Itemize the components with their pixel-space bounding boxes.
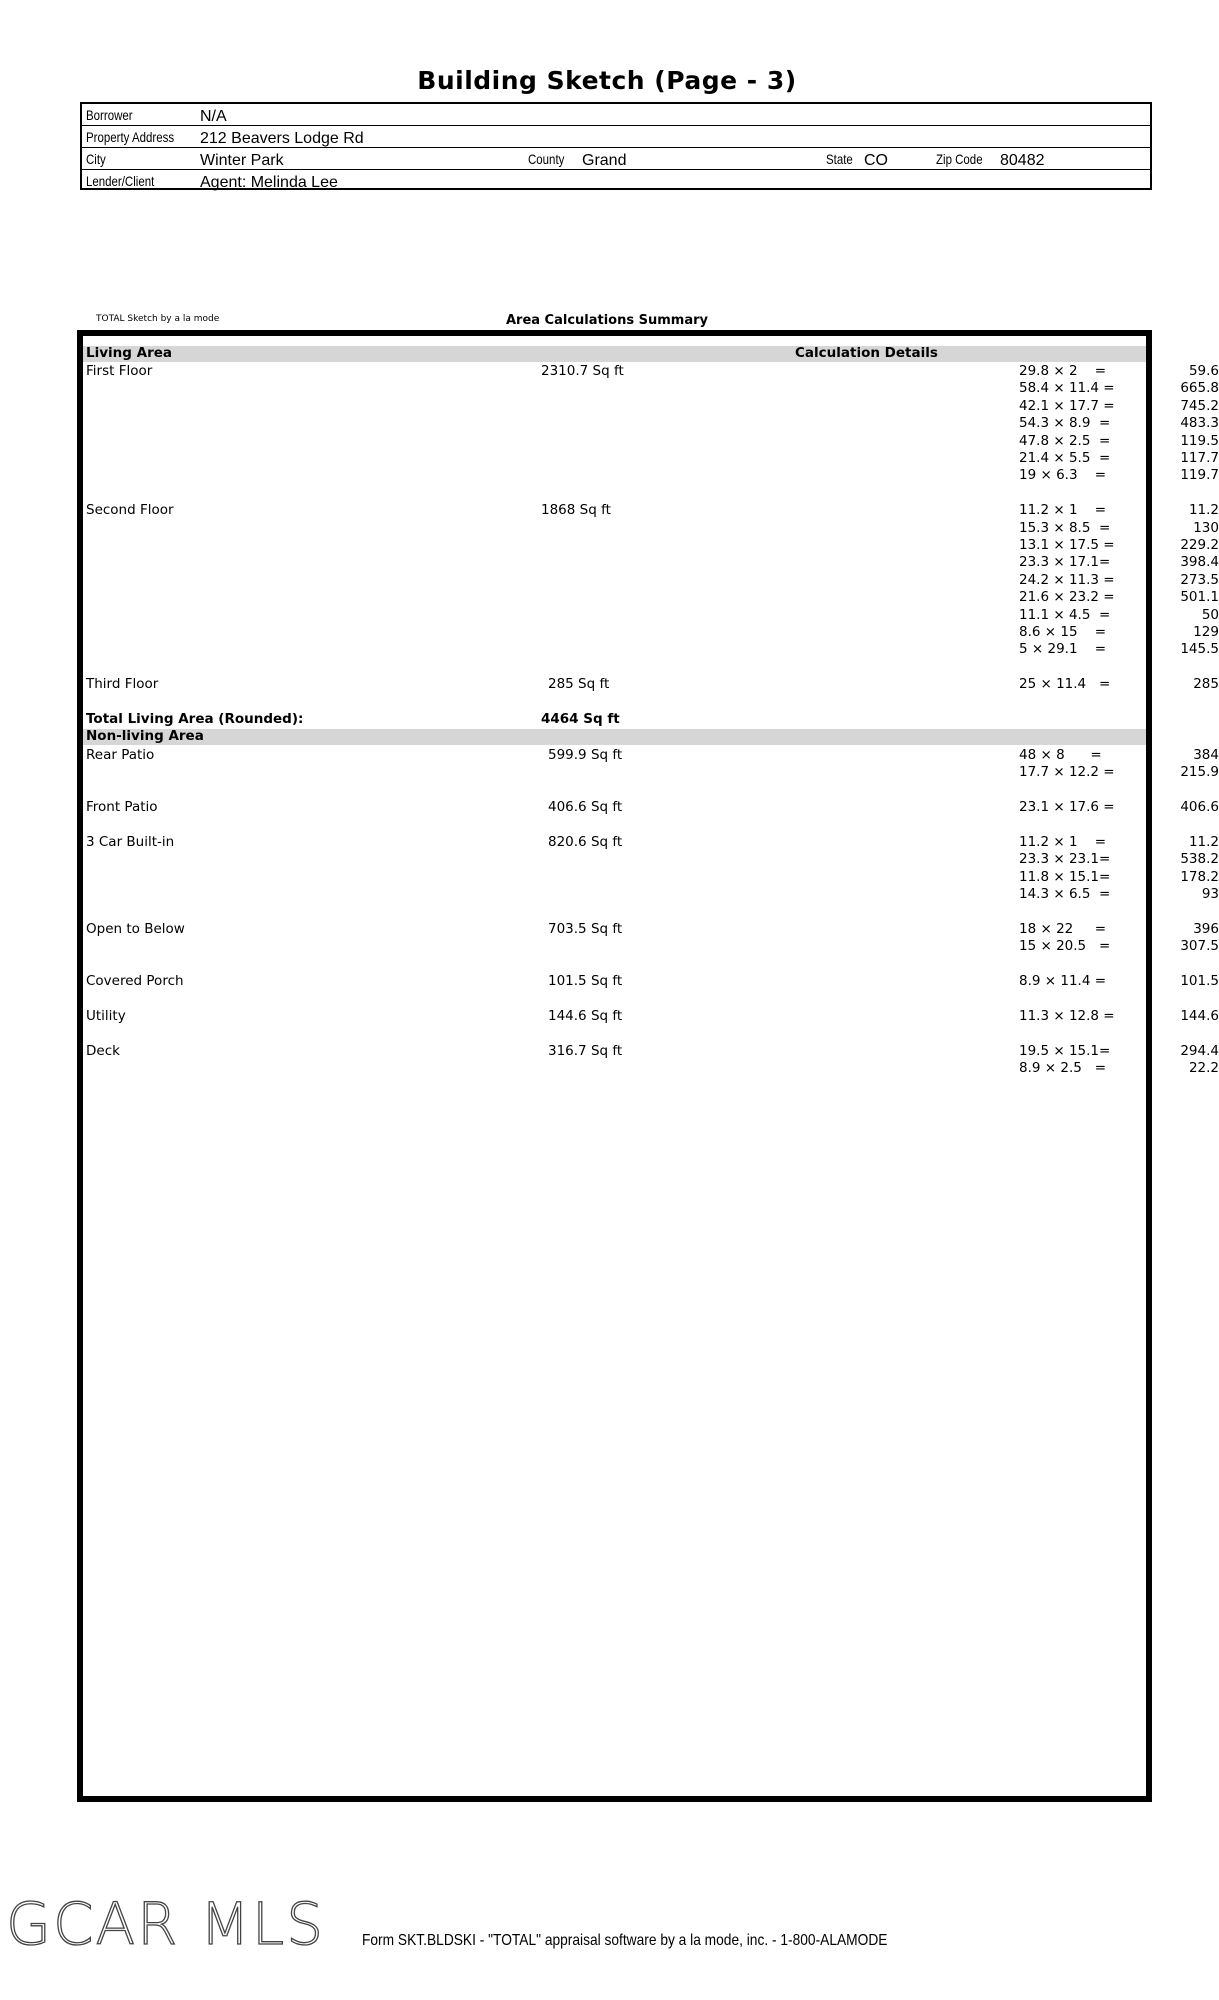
gcar-mls-logo: GCAR MLS — [6, 1890, 326, 1958]
calc-result: 398.4 — [1180, 554, 1219, 571]
calc-details — [1019, 1008, 1219, 1025]
calc-details — [1019, 502, 1219, 659]
calc-line — [1019, 747, 1219, 764]
area-value: 144.6 Sq ft — [548, 1007, 623, 1024]
calc-result: 294.4 — [1180, 1042, 1219, 1059]
calc-line — [1019, 834, 1219, 851]
calc-line — [1019, 938, 1219, 955]
city-row — [82, 148, 1150, 170]
area-value: 820.6 Sq ft — [548, 833, 623, 850]
area-name: Front Patio — [86, 799, 158, 815]
form-footer: Form SKT.BLDSKI - "TOTAL" appraisal software by a la mode, inc. - 1-800-ALAMODE — [362, 1932, 888, 1949]
calc-line — [1019, 433, 1219, 450]
address-row — [82, 126, 1150, 148]
calc-result: 50 — [1201, 606, 1219, 623]
area-value: 101.5 Sq ft — [548, 973, 623, 989]
calc-line — [1019, 973, 1219, 990]
lender-value: Agent: Melinda Lee — [200, 174, 338, 191]
calc-line — [1019, 1060, 1219, 1077]
area-name: Utility — [86, 1007, 126, 1024]
calc-line — [1019, 1008, 1219, 1025]
calc-line — [1019, 450, 1219, 467]
calc-expression: 8.9 × 2.5 = — [1019, 1059, 1107, 1076]
borrower-value: N/A — [200, 108, 227, 125]
calc-line — [1019, 398, 1219, 415]
calc-expression: 42.1 × 17.7 = — [1019, 397, 1115, 414]
calc-line — [1019, 467, 1219, 484]
section-band — [83, 729, 1146, 745]
area-name: Third Floor — [86, 676, 159, 693]
calc-result: 11.2 — [1188, 502, 1219, 519]
nonliving-area-header: Non-living Area — [86, 728, 204, 745]
calc-result: 130 — [1193, 519, 1219, 536]
state-value: CO — [864, 152, 888, 169]
calc-result: 396 — [1193, 920, 1219, 937]
calc-line — [1019, 554, 1219, 571]
calc-expression: 11.8 × 15.1= — [1019, 868, 1111, 885]
calc-result: 538.2 — [1180, 851, 1219, 868]
calc-expression: 15 × 20.5 = — [1019, 938, 1111, 955]
calc-result: 144.6 — [1180, 1007, 1219, 1024]
calc-line — [1019, 380, 1219, 397]
calc-details — [1019, 921, 1219, 956]
calc-line — [1019, 520, 1219, 537]
calc-expression: 47.8 × 2.5 = — [1019, 432, 1111, 449]
calc-expression: 54.3 × 8.9 = — [1019, 415, 1111, 432]
calc-result: 22.2 — [1188, 1059, 1219, 1076]
summary-title: Area Calculations Summary — [505, 313, 709, 328]
state-label: State — [826, 151, 853, 167]
zip-value: 80482 — [1000, 152, 1045, 169]
calc-result: 93 — [1201, 885, 1219, 902]
area-name: 3 Car Built-in — [86, 833, 175, 850]
sketch-credit: TOTAL Sketch by a la mode — [96, 314, 220, 324]
calc-line — [1019, 589, 1219, 606]
calc-line — [1019, 799, 1219, 816]
area-name: Deck — [86, 1042, 120, 1059]
area-value: 2310.7 Sq ft — [541, 363, 624, 379]
property-header-table — [80, 102, 1152, 190]
total-living-value: 4464 Sq ft — [541, 711, 620, 727]
calc-result: 215.9 — [1180, 764, 1219, 781]
area-value: 1868 Sq ft — [541, 502, 611, 519]
calc-result: 307.5 — [1180, 938, 1219, 955]
calc-result: 229.2 — [1180, 536, 1219, 553]
calc-expression: 48 × 8 = — [1019, 746, 1102, 763]
calc-result: 665.8 — [1180, 380, 1219, 397]
living-area-header: Living Area — [86, 345, 173, 361]
calc-details — [1019, 747, 1219, 782]
zip-label: Zip Code — [936, 151, 983, 167]
address-value: 212 Beavers Lodge Rd — [200, 130, 364, 147]
calc-line — [1019, 415, 1219, 432]
area-name: Open to Below — [86, 920, 185, 937]
calc-line — [1019, 572, 1219, 589]
calc-expression: 15.3 × 8.5 = — [1019, 519, 1111, 536]
borrower-label: Borrower — [86, 107, 133, 123]
calc-result: 129 — [1193, 623, 1219, 640]
calc-result: 119.5 — [1180, 432, 1219, 449]
calc-line — [1019, 676, 1219, 693]
city-value: Winter Park — [200, 152, 284, 169]
calc-result: 117.7 — [1180, 449, 1219, 466]
calc-line — [1019, 869, 1219, 886]
calc-expression: 23.3 × 17.1= — [1019, 554, 1111, 571]
calc-expression: 5 × 29.1 = — [1019, 641, 1107, 658]
calc-expression: 24.2 × 11.3 = — [1019, 571, 1115, 588]
calc-expression: 23.1 × 17.6 = — [1019, 799, 1115, 815]
calc-line — [1019, 537, 1219, 554]
borrower-row — [82, 104, 1150, 126]
calc-line — [1019, 851, 1219, 868]
city-label: City — [86, 151, 106, 167]
area-value: 599.9 Sq ft — [548, 746, 623, 763]
calc-result: 285 — [1193, 676, 1219, 693]
lender-row — [82, 170, 1150, 191]
total-living-label: Total Living Area (Rounded): — [86, 711, 304, 727]
calc-details — [1019, 799, 1219, 816]
calc-result: 483.3 — [1180, 415, 1219, 432]
calc-expression: 19 × 6.3 = — [1019, 467, 1107, 484]
calc-details — [1019, 973, 1219, 990]
calc-expression: 18 × 22 = — [1019, 920, 1107, 937]
calc-result: 384 — [1193, 746, 1219, 763]
page-title: Building Sketch (Page - 3) — [417, 66, 797, 95]
area-value: 316.7 Sq ft — [548, 1042, 623, 1059]
calc-line — [1019, 502, 1219, 519]
county-label: County — [528, 151, 565, 167]
calc-expression: 17.7 × 12.2 = — [1019, 764, 1115, 781]
area-name: Covered Porch — [86, 973, 184, 989]
calc-details-header: Calculation Details — [795, 345, 938, 361]
calc-expression: 21.6 × 23.2 = — [1019, 589, 1115, 606]
calc-expression: 11.2 × 1 = — [1019, 833, 1107, 850]
section-band — [83, 346, 1146, 362]
calc-line — [1019, 886, 1219, 903]
area-name: Second Floor — [86, 502, 174, 519]
calc-expression: 11.1 × 4.5 = — [1019, 606, 1111, 623]
calc-line — [1019, 607, 1219, 624]
calc-details — [1019, 1043, 1219, 1078]
calc-result: 501.1 — [1180, 589, 1219, 606]
calc-result: 406.6 — [1180, 799, 1219, 815]
calc-expression: 25 × 11.4 = — [1019, 676, 1111, 693]
area-value: 285 Sq ft — [548, 676, 610, 693]
calc-result: 101.5 — [1180, 973, 1219, 989]
calc-expression: 19.5 × 15.1= — [1019, 1042, 1115, 1059]
calc-line — [1019, 363, 1219, 380]
address-label: Property Address — [86, 129, 175, 145]
calc-expression: 58.4 × 11.4 = — [1019, 380, 1115, 397]
calc-expression: 11.2 × 1 = — [1019, 502, 1107, 519]
calc-details — [1019, 676, 1219, 693]
calc-line — [1019, 921, 1219, 938]
lender-label: Lender/Client — [86, 173, 155, 189]
calc-result: 178.2 — [1180, 868, 1219, 885]
calc-line — [1019, 641, 1219, 658]
calc-result: 273.5 — [1180, 571, 1219, 588]
calc-expression: 11.3 × 12.8 = — [1019, 1007, 1115, 1024]
calc-expression: 8.9 × 11.4 = — [1019, 973, 1107, 989]
area-value: 406.6 Sq ft — [548, 799, 623, 815]
calc-expression: 8.6 × 15 = — [1019, 623, 1107, 640]
calc-expression: 13.1 × 17.5 = — [1019, 536, 1115, 553]
calc-result: 59.6 — [1188, 363, 1219, 379]
calc-details — [1019, 363, 1219, 485]
calc-expression: 14.3 × 6.5 = — [1019, 885, 1111, 902]
area-name: Rear Patio — [86, 746, 155, 763]
calc-expression: 21.4 × 5.5 = — [1019, 449, 1111, 466]
calc-result: 11.2 — [1188, 833, 1219, 850]
calc-line — [1019, 1043, 1219, 1060]
area-calculations-box — [77, 330, 1219, 1802]
calc-result: 145.5 — [1180, 641, 1219, 658]
calc-result: 119.7 — [1180, 467, 1219, 484]
calc-line — [1019, 764, 1219, 781]
area-name: First Floor — [86, 363, 153, 379]
calc-expression: 29.8 × 2 = — [1019, 363, 1107, 379]
calc-details — [1019, 834, 1219, 904]
area-value: 703.5 Sq ft — [548, 920, 623, 937]
calc-result: 745.2 — [1180, 397, 1219, 414]
calc-expression: 23.3 × 23.1= — [1019, 851, 1111, 868]
county-value: Grand — [582, 152, 627, 169]
calc-line — [1019, 624, 1219, 641]
